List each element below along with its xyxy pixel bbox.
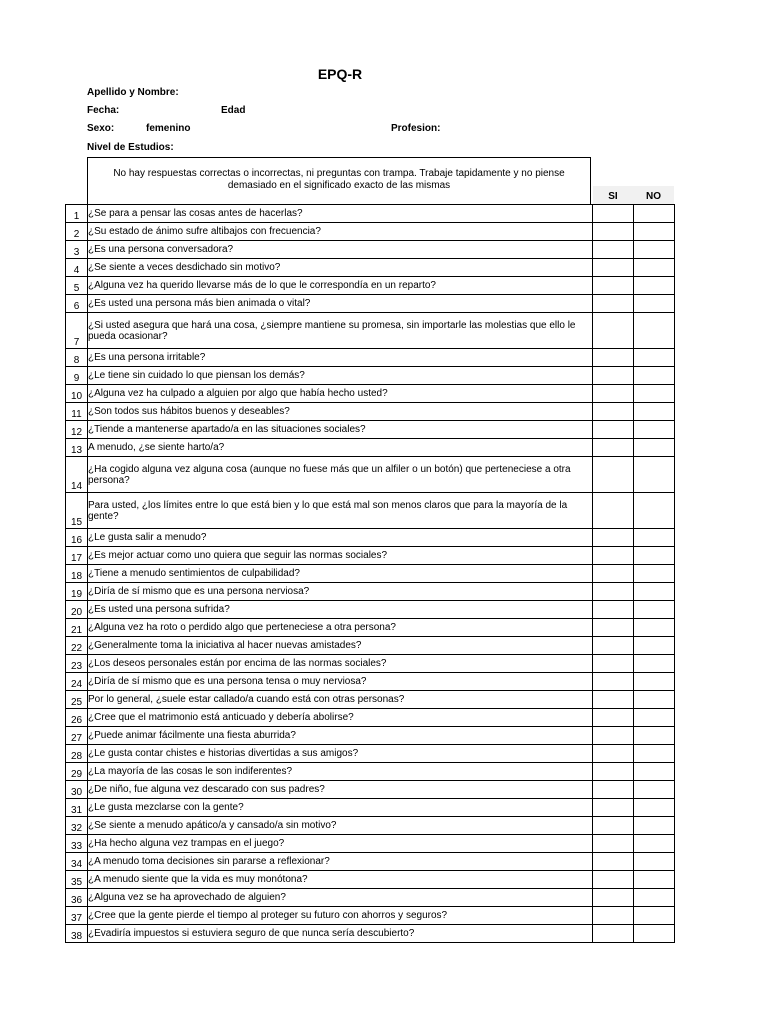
answer-yes-cell[interactable]: [593, 619, 634, 637]
question-text: ¿De niño, fue alguna vez descarado con sus padres?: [88, 781, 593, 799]
table-row: [66, 241, 675, 259]
answer-yes-cell[interactable]: [593, 403, 634, 421]
question-text: ¿Si usted asegura que hará una cosa, ¿siempre mantiene su promesa, sin importarle las molestias que ello le pueda ocasionar?: [88, 313, 593, 349]
question-number: 11: [66, 403, 88, 421]
question-number: 31: [66, 799, 88, 817]
table-row: [66, 889, 675, 907]
table-row: [66, 295, 675, 313]
table-row: [66, 223, 675, 241]
answer-yes-cell[interactable]: [593, 385, 634, 403]
question-text: ¿Evadiría impuestos si estuviera seguro de que nunca sería descubierto?: [88, 925, 593, 943]
question-number: 37: [66, 907, 88, 925]
answer-yes-cell[interactable]: [593, 313, 634, 349]
table-row: [66, 745, 675, 763]
instructions-box: [87, 157, 591, 204]
answer-no-cell[interactable]: [634, 727, 675, 745]
question-number: 25: [66, 691, 88, 709]
question-text: ¿Se siente a veces desdichado sin motivo?: [88, 259, 593, 277]
question-number: 20: [66, 601, 88, 619]
table-row: [66, 871, 675, 889]
answer-yes-cell[interactable]: [593, 817, 634, 835]
table-row: [66, 835, 675, 853]
answer-yes-cell[interactable]: [593, 421, 634, 439]
question-number: 33: [66, 835, 88, 853]
table-row: [66, 277, 675, 295]
question-text: ¿Es una persona irritable?: [88, 349, 593, 367]
question-text: ¿Diría de sí mismo que es una persona nerviosa?: [88, 583, 593, 601]
table-row: [66, 349, 675, 367]
answer-no-cell[interactable]: [634, 205, 675, 223]
answer-no-cell[interactable]: [634, 349, 675, 367]
questions-table: [65, 204, 675, 943]
table-row: [66, 529, 675, 547]
question-text: ¿Tiene a menudo sentimientos de culpabilidad?: [88, 565, 593, 583]
answer-yes-cell[interactable]: [593, 565, 634, 583]
question-number: 5: [66, 277, 88, 295]
answer-no-cell[interactable]: [634, 853, 675, 871]
answer-yes-cell[interactable]: [593, 367, 634, 385]
question-number: 9: [66, 367, 88, 385]
answer-no-cell[interactable]: [634, 277, 675, 295]
answer-no-cell[interactable]: [634, 871, 675, 889]
question-number: 10: [66, 385, 88, 403]
table-row: [66, 655, 675, 673]
question-text: ¿Son todos sus hábitos buenos y deseables?: [88, 403, 593, 421]
question-text: ¿Es usted una persona más bien animada o vital?: [88, 295, 593, 313]
yes-column-header: SI: [593, 186, 633, 204]
answer-yes-cell[interactable]: [593, 457, 634, 493]
date-label: Fecha:: [87, 105, 120, 116]
question-text: ¿Cree que la gente pierde el tiempo al proteger su futuro con ahorros y seguros?: [88, 907, 593, 925]
answer-yes-cell[interactable]: [593, 439, 634, 457]
question-number: 26: [66, 709, 88, 727]
answer-yes-cell[interactable]: [593, 925, 634, 943]
answer-no-cell[interactable]: [634, 691, 675, 709]
answer-yes-cell[interactable]: [593, 709, 634, 727]
question-text: ¿Puede animar fácilmente una fiesta aburrida?: [88, 727, 593, 745]
question-number: 8: [66, 349, 88, 367]
question-text: ¿Es mejor actuar como uno quiera que seguir las normas sociales?: [88, 547, 593, 565]
table-row: [66, 673, 675, 691]
table-row: [66, 403, 675, 421]
table-row: [66, 259, 675, 277]
table-row: [66, 709, 675, 727]
question-text: ¿Alguna vez ha roto o perdido algo que perteneciese a otra persona?: [88, 619, 593, 637]
question-number: 16: [66, 529, 88, 547]
table-row: [66, 385, 675, 403]
question-number: 30: [66, 781, 88, 799]
answer-no-cell[interactable]: [634, 619, 675, 637]
question-number: 18: [66, 565, 88, 583]
answer-yes-cell[interactable]: [593, 349, 634, 367]
table-row: [66, 853, 675, 871]
answer-yes-cell[interactable]: [593, 907, 634, 925]
question-text: ¿Cree que el matrimonio está anticuado y debería abolirse?: [88, 709, 593, 727]
answer-yes-cell[interactable]: [593, 637, 634, 655]
table-row: [66, 547, 675, 565]
question-text: ¿Ha hecho alguna vez trampas en el juego?: [88, 835, 593, 853]
table-row: [66, 907, 675, 925]
answer-no-cell[interactable]: [634, 313, 675, 349]
question-text: ¿Tiende a mantenerse apartado/a en las situaciones sociales?: [88, 421, 593, 439]
table-row: [66, 727, 675, 745]
question-text: ¿Su estado de ánimo sufre altibajos con frecuencia?: [88, 223, 593, 241]
question-text: ¿A menudo siente que la vida es muy monótona?: [88, 871, 593, 889]
answer-yes-cell[interactable]: [593, 781, 634, 799]
answer-no-cell[interactable]: [634, 763, 675, 781]
question-number: 27: [66, 727, 88, 745]
table-row: [66, 691, 675, 709]
answer-no-cell[interactable]: [634, 439, 675, 457]
table-row: [66, 817, 675, 835]
answer-yes-cell[interactable]: [593, 259, 634, 277]
age-label: Edad: [221, 105, 246, 116]
question-number: 2: [66, 223, 88, 241]
question-text: ¿Los deseos personales están por encima de las normas sociales?: [88, 655, 593, 673]
question-text: ¿Ha cogido alguna vez alguna cosa (aunque no fuese más que un alfiler o un botón) que perteneciese a otra persona?: [88, 457, 593, 493]
education-label: Nivel de Estudios:: [87, 142, 174, 153]
question-number: 36: [66, 889, 88, 907]
answer-yes-cell[interactable]: [593, 871, 634, 889]
form-title: EPQ-R: [317, 66, 363, 82]
question-text: ¿Diría de sí mismo que es una persona tensa o muy nerviosa?: [88, 673, 593, 691]
table-row: [66, 763, 675, 781]
profession-label: Profesion:: [391, 123, 441, 134]
table-row: [66, 583, 675, 601]
answer-no-cell[interactable]: [634, 637, 675, 655]
answer-no-cell[interactable]: [634, 529, 675, 547]
answer-yes-cell[interactable]: [593, 835, 634, 853]
answer-no-cell[interactable]: [634, 673, 675, 691]
answer-yes-cell[interactable]: [593, 691, 634, 709]
table-row: [66, 205, 675, 223]
table-row: [66, 925, 675, 943]
table-row: [66, 367, 675, 385]
answer-no-cell[interactable]: [634, 565, 675, 583]
answer-no-cell[interactable]: [634, 601, 675, 619]
question-number: 17: [66, 547, 88, 565]
answer-yes-cell[interactable]: [593, 763, 634, 781]
question-text: ¿Alguna vez se ha aprovechado de alguien?: [88, 889, 593, 907]
table-row: [66, 601, 675, 619]
question-text: ¿Se para a pensar las cosas antes de hacerlas?: [88, 205, 593, 223]
question-text: Para usted, ¿los límites entre lo que está bien y lo que está mal son menos claros que para la mayoría de la gente?: [88, 493, 593, 529]
question-number: 14: [66, 457, 88, 493]
answer-no-cell[interactable]: [634, 799, 675, 817]
table-row: [66, 781, 675, 799]
question-number: 4: [66, 259, 88, 277]
table-row: [66, 439, 675, 457]
answer-no-cell[interactable]: [634, 907, 675, 925]
question-text: Por lo general, ¿suele estar callado/a cuando está con otras personas?: [88, 691, 593, 709]
table-row: [66, 313, 675, 349]
table-row: [66, 799, 675, 817]
table-row: [66, 619, 675, 637]
table-row: [66, 493, 675, 529]
table-row: [66, 565, 675, 583]
answer-yes-cell[interactable]: [593, 853, 634, 871]
answer-yes-cell[interactable]: [593, 673, 634, 691]
answer-yes-cell[interactable]: [593, 745, 634, 763]
question-text: ¿A menudo toma decisiones sin pararse a reflexionar?: [88, 853, 593, 871]
sex-label: Sexo:: [87, 123, 115, 134]
answer-yes-cell[interactable]: [593, 205, 634, 223]
question-number: 22: [66, 637, 88, 655]
question-text: ¿Es una persona conversadora?: [88, 241, 593, 259]
answer-yes-cell[interactable]: [593, 529, 634, 547]
answer-yes-cell[interactable]: [593, 889, 634, 907]
question-number: 6: [66, 295, 88, 313]
question-number: 28: [66, 745, 88, 763]
answer-yes-cell[interactable]: [593, 547, 634, 565]
answer-no-cell[interactable]: [634, 547, 675, 565]
answer-no-cell[interactable]: [634, 367, 675, 385]
sex-value: femenino: [146, 123, 191, 134]
question-number: 1: [66, 205, 88, 223]
question-number: 29: [66, 763, 88, 781]
answer-no-cell[interactable]: [634, 259, 675, 277]
question-number: 38: [66, 925, 88, 943]
question-number: 21: [66, 619, 88, 637]
answer-no-cell[interactable]: [634, 925, 675, 943]
question-number: 35: [66, 871, 88, 889]
answer-no-cell[interactable]: [634, 835, 675, 853]
answer-yes-cell[interactable]: [593, 655, 634, 673]
answer-no-cell[interactable]: [634, 781, 675, 799]
question-number: 32: [66, 817, 88, 835]
answer-no-cell[interactable]: [634, 709, 675, 727]
answer-no-cell[interactable]: [634, 493, 675, 529]
question-text: A menudo, ¿se siente harto/a?: [88, 439, 593, 457]
question-number: 19: [66, 583, 88, 601]
question-text: ¿Alguna vez ha culpado a alguien por algo que había hecho usted?: [88, 385, 593, 403]
answer-no-cell[interactable]: [634, 403, 675, 421]
answer-no-cell[interactable]: [634, 385, 675, 403]
question-text: ¿La mayoría de las cosas le son indiferentes?: [88, 763, 593, 781]
answer-yes-cell[interactable]: [593, 601, 634, 619]
answer-no-cell[interactable]: [634, 223, 675, 241]
answer-yes-cell[interactable]: [593, 727, 634, 745]
answer-no-cell[interactable]: [634, 295, 675, 313]
question-text: ¿Generalmente toma la iniciativa al hacer nuevas amistades?: [88, 637, 593, 655]
answer-no-cell[interactable]: [634, 889, 675, 907]
question-text: ¿Es usted una persona sufrida?: [88, 601, 593, 619]
question-text: ¿Le tiene sin cuidado lo que piensan los demás?: [88, 367, 593, 385]
answer-yes-cell[interactable]: [593, 295, 634, 313]
answer-no-cell[interactable]: [634, 655, 675, 673]
question-number: 7: [66, 313, 88, 349]
question-text: ¿Alguna vez ha querido llevarse más de lo que le correspondía en un reparto?: [88, 277, 593, 295]
table-row: [66, 421, 675, 439]
answer-yes-cell[interactable]: [593, 799, 634, 817]
answer-no-cell[interactable]: [634, 421, 675, 439]
name-label: Apellido y Nombre:: [87, 87, 179, 98]
question-number: 24: [66, 673, 88, 691]
question-number: 34: [66, 853, 88, 871]
question-text: ¿Le gusta salir a menudo?: [88, 529, 593, 547]
answer-yes-cell[interactable]: [593, 277, 634, 295]
question-number: 15: [66, 493, 88, 529]
question-text: ¿Le gusta mezclarse con la gente?: [88, 799, 593, 817]
table-row: [66, 457, 675, 493]
answer-no-cell[interactable]: [634, 817, 675, 835]
answer-no-cell[interactable]: [634, 241, 675, 259]
answer-yes-cell[interactable]: [593, 583, 634, 601]
question-number: 13: [66, 439, 88, 457]
question-text: ¿Se siente a menudo apático/a y cansado/a sin motivo?: [88, 817, 593, 835]
no-column-header: NO: [633, 186, 674, 204]
answer-yes-cell[interactable]: [593, 223, 634, 241]
answer-yes-cell[interactable]: [593, 241, 634, 259]
answer-no-cell[interactable]: [634, 457, 675, 493]
answer-no-cell[interactable]: [634, 583, 675, 601]
instructions-text: No hay respuestas correctas o incorrectas, ni preguntas con trampa. Trabaje tapidamente y no piense demasiado en el significado exacto de las mismas: [113, 168, 565, 191]
table-row: [66, 637, 675, 655]
question-number: 3: [66, 241, 88, 259]
answer-yes-cell[interactable]: [593, 493, 634, 529]
question-number: 12: [66, 421, 88, 439]
question-number: 23: [66, 655, 88, 673]
question-text: ¿Le gusta contar chistes e historias divertidas a sus amigos?: [88, 745, 593, 763]
answer-no-cell[interactable]: [634, 745, 675, 763]
